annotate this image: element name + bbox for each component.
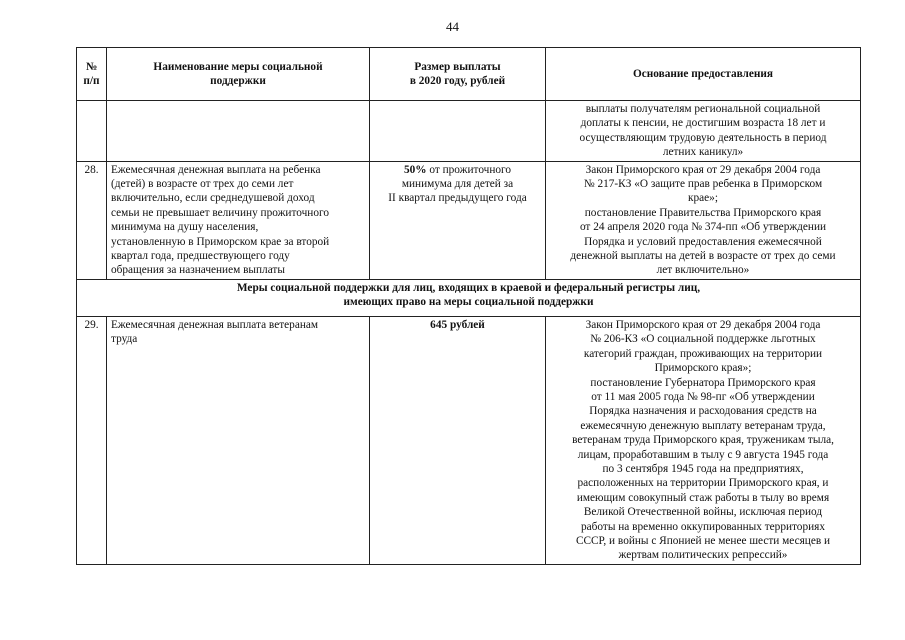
header-amount-line: Размер выплаты: [414, 60, 501, 73]
legal-basis: [546, 161, 861, 279]
amount-line: [374, 163, 541, 177]
payment-amount: [370, 316, 546, 564]
header-amount-line: в 2020 году, рублей: [409, 75, 506, 87]
basis-line: категорий граждан, проживающих на территории: [583, 347, 823, 360]
basis-line: ежемесячную денежную выплату ветеранам труда,: [580, 419, 826, 432]
amount-value: 645 рублей: [430, 318, 485, 331]
section-title-line: Меры социальной поддержки для лиц, входящих в краевой и федеральный регистры лиц,: [236, 281, 701, 294]
header-amount: [370, 48, 546, 101]
name-line: минимума на душу населения,: [111, 221, 259, 234]
measure-name: [107, 316, 370, 564]
basis-line: Великой Отечественной войны, исключая период: [583, 506, 823, 519]
basis-line: Закон Приморского края от 29 декабря 2004 года: [585, 318, 821, 331]
basis-line: жертвам политических репрессий»: [618, 549, 788, 562]
table-header-row: [77, 48, 861, 101]
cell-amount: [370, 101, 546, 162]
header-num-line: №: [85, 60, 98, 73]
payment-amount: [370, 161, 546, 279]
legal-basis: [546, 316, 861, 564]
basis-line: № 217-КЗ «О защите прав ребенка в Приморском: [583, 178, 823, 191]
basis-line: лицам, проработавшим в тылу с 9 августа 1945 года: [577, 448, 829, 461]
measure-name: [107, 161, 370, 279]
basis-line: доплаты к пенсии, не достигшим возраста 18 лет и: [580, 117, 826, 130]
name-line: семьи не превышает величину прожиточного: [111, 206, 329, 219]
header-name: [107, 48, 370, 101]
amount-percent: 50%: [403, 163, 427, 176]
basis-line: выплаты получателям региональной социальной: [585, 103, 821, 115]
amount-text: от прожиточного: [426, 163, 512, 176]
cell-num: [77, 101, 107, 162]
header-num: [77, 48, 107, 101]
name-line: квартал года, предшествующего году: [111, 250, 290, 263]
basis-line: крае»;: [688, 192, 718, 205]
basis-line: работы на временно оккупированных территориях: [581, 520, 825, 533]
row-number: 29.: [77, 316, 107, 564]
basis-line: по 3 сентября 1945 года на предприятиях,: [602, 462, 804, 475]
basis-line: имеющим совокупный стаж работы в тылу во время: [576, 491, 830, 504]
table-row-29: [77, 316, 861, 564]
section-header-row: [77, 279, 861, 316]
basis-line: постановление Правительства Приморского края: [584, 206, 822, 219]
basis-line: от 24 апреля 2020 года № 374-пп «Об утверждении: [579, 221, 827, 234]
basis-line: от 11 мая 2005 года № 98-пг «Об утверждении: [591, 390, 815, 403]
header-name-line: поддержки: [210, 75, 266, 87]
name-line: обращения за назначением выплаты: [111, 264, 285, 277]
row-number: 28.: [77, 161, 107, 279]
amount-line: минимума для детей за: [401, 178, 514, 191]
basis-line: № 206-КЗ «О социальной поддержке льготных: [590, 333, 816, 346]
basis-line: ветеранам труда Приморского края, труженикам тыла,: [572, 434, 834, 447]
name-line: Ежемесячная денежная выплата ветеранам: [111, 318, 319, 331]
name-line: установленную в Приморском крае за второй: [111, 235, 330, 248]
table-row-28: [77, 161, 861, 279]
header-basis: Основание предоставления: [546, 48, 861, 101]
header-name-line: Наименование меры социальной: [153, 60, 323, 73]
basis-line: летних каникул»: [662, 146, 744, 159]
cell-basis: [546, 101, 861, 162]
name-line: Ежемесячная денежная выплата на ребенка: [111, 163, 321, 176]
basis-line: Закон Приморского края от 29 декабря 2004 года: [585, 163, 821, 176]
basis-line: Приморского края»;: [654, 362, 752, 375]
section-title-line: имеющих право на меры социальной поддержки: [343, 296, 594, 309]
name-line: труда: [111, 333, 138, 346]
basis-line: Порядка назначения и расходования средств на: [589, 405, 817, 418]
table-row-continuation: [77, 101, 861, 162]
basis-line: СССР, и войны с Японией не менее шести месяцев и: [575, 534, 831, 547]
basis-line: расположенных на территории Приморского края, и: [577, 477, 829, 490]
basis-line: постановление Губернатора Приморского края: [590, 376, 816, 389]
basis-line: лет включительно»: [656, 264, 750, 277]
cell-name: [107, 101, 370, 162]
section-title: [77, 279, 861, 316]
name-line: (детей) в возрасте от трех до семи лет: [111, 178, 294, 191]
amount-line: II квартал предыдущего года: [388, 192, 527, 205]
header-num-line: п/п: [83, 75, 100, 87]
page-number: 44: [446, 19, 459, 34]
social-support-table: [76, 47, 861, 565]
basis-line: денежной выплаты на детей в возрасте от трех до семи: [570, 250, 836, 263]
basis-line: осуществляющим трудовую деятельность в период: [579, 131, 827, 144]
basis-line: Порядка и условий предоставления ежемесячной: [584, 235, 822, 248]
name-line: включительно, если среднедушевой доход: [111, 192, 315, 205]
